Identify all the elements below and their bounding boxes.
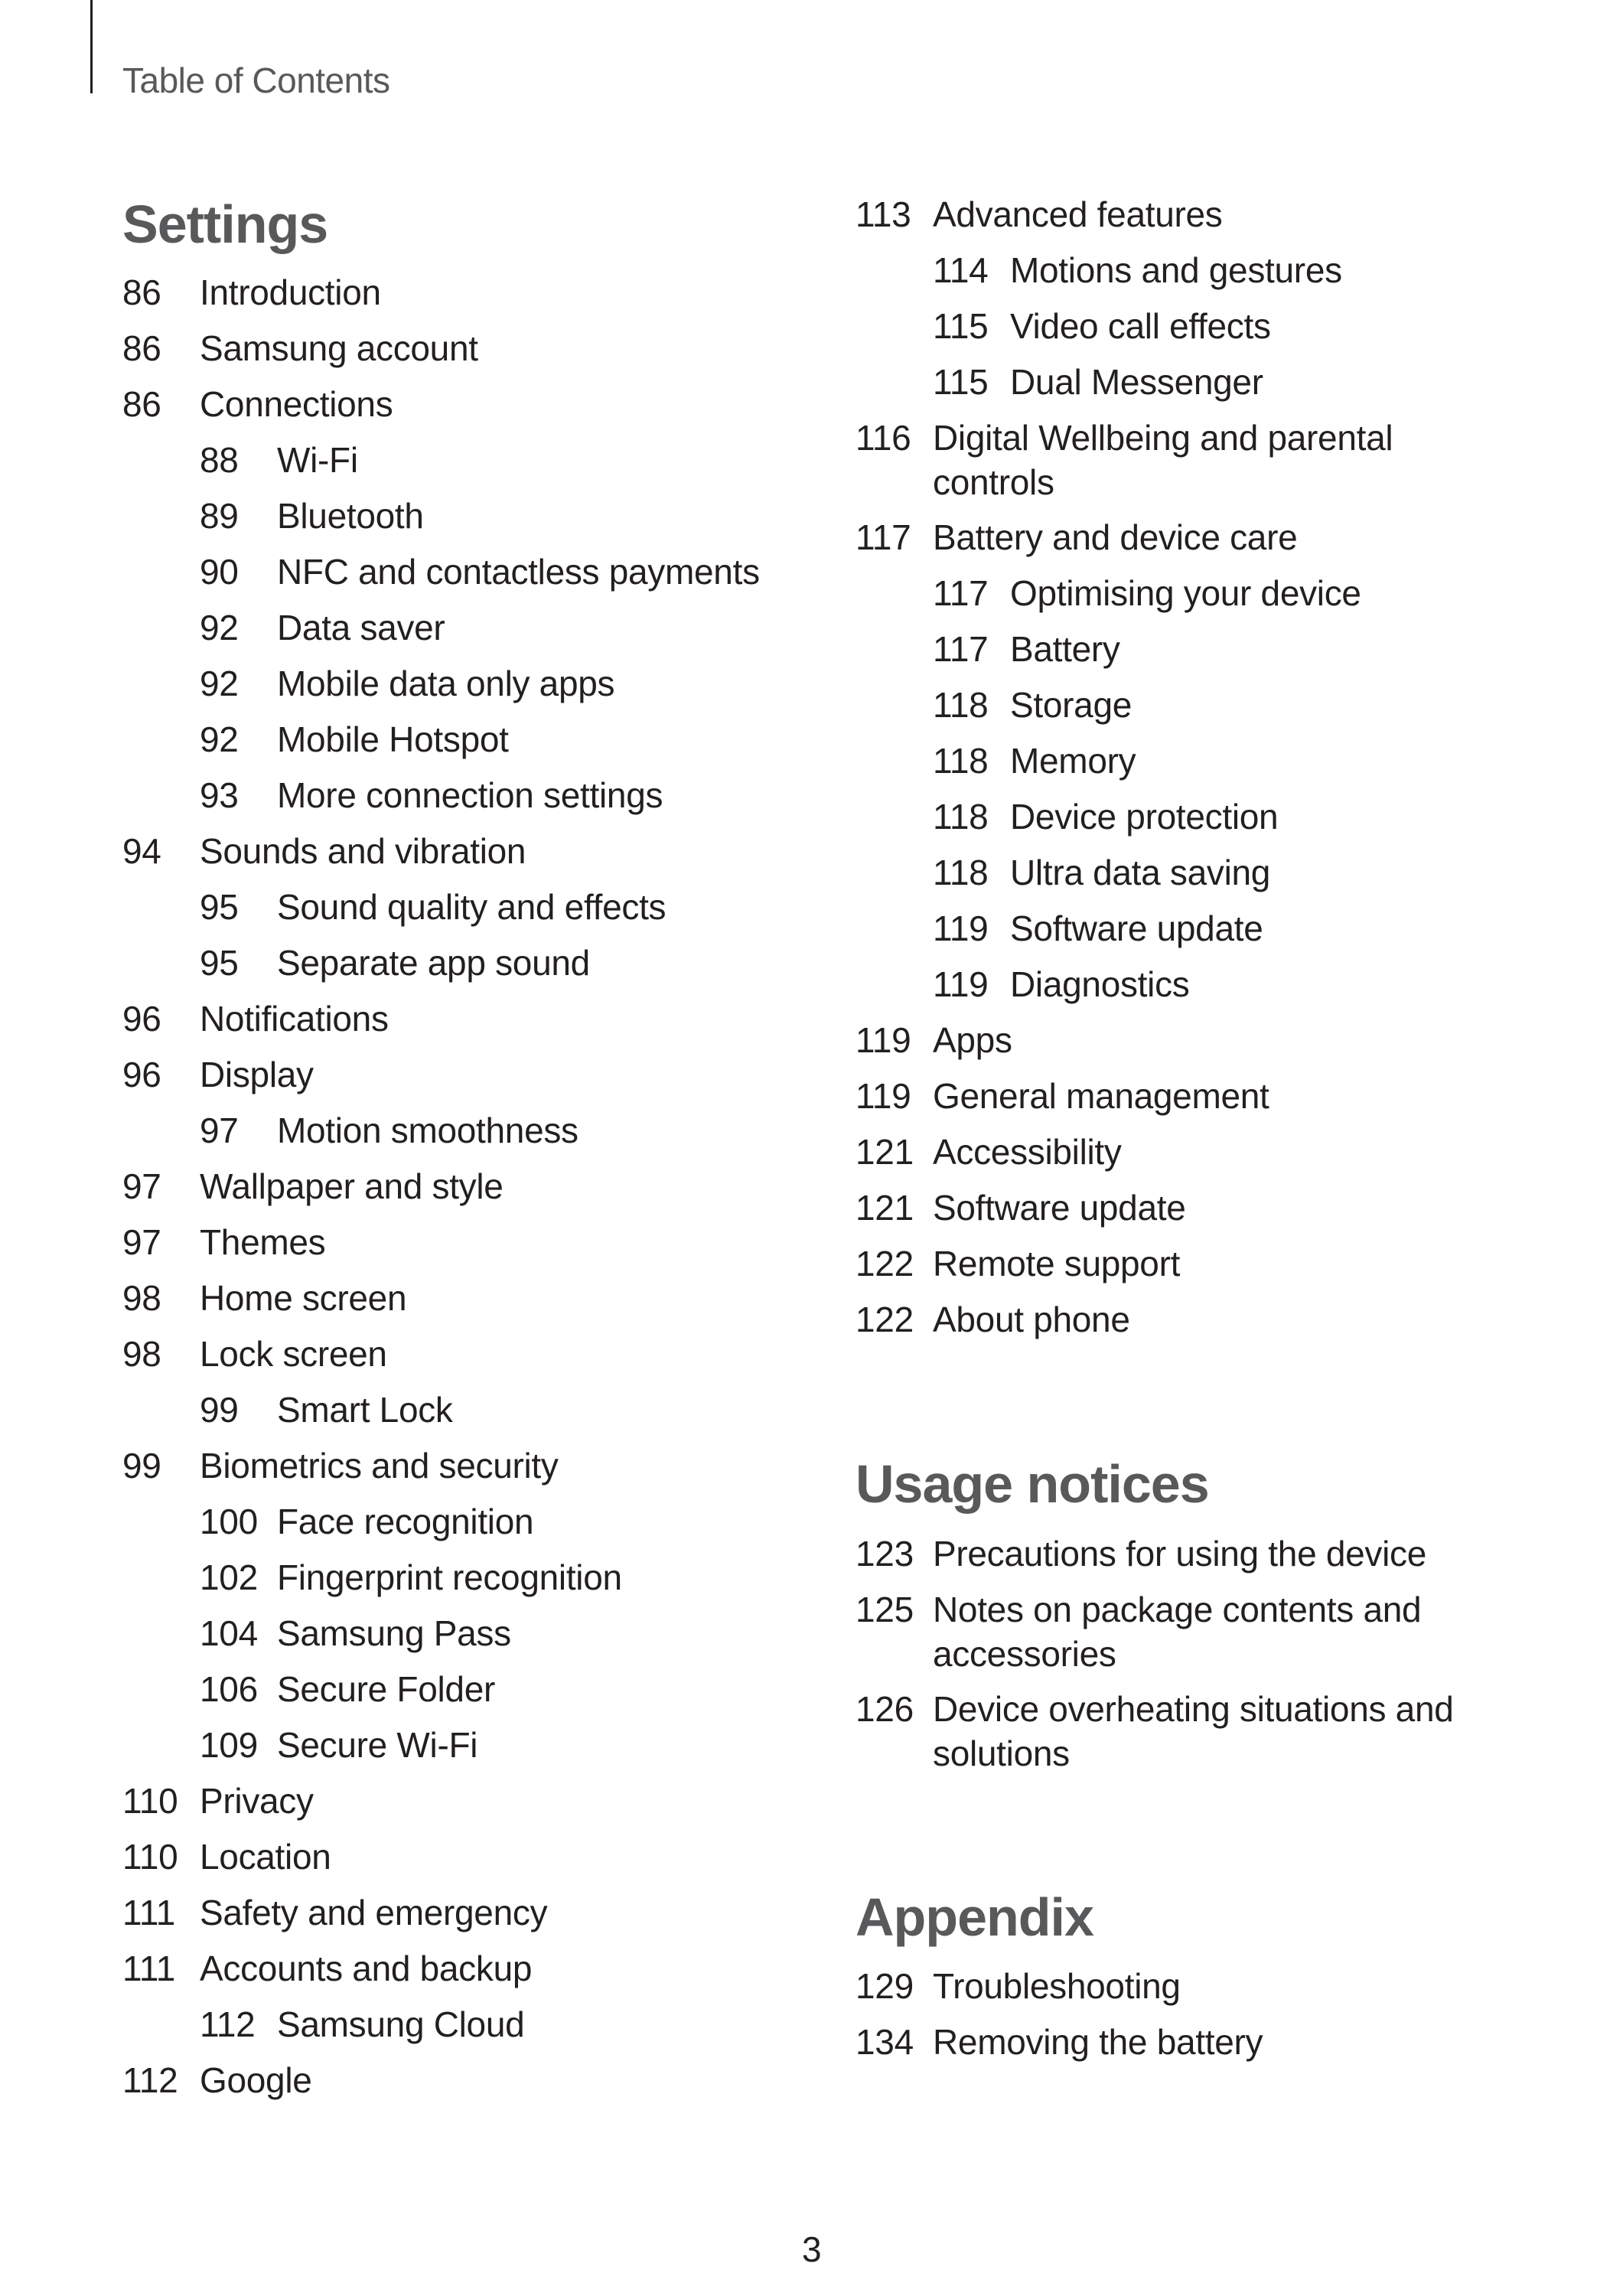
section-title-appendix: Appendix <box>855 1887 1093 1947</box>
toc-label: Remote support <box>933 1244 1181 1283</box>
toc-page-number: 134 <box>855 2022 914 2062</box>
toc-page-number: 97 <box>200 1110 239 1150</box>
toc-label: Advanced features <box>933 194 1223 234</box>
toc-page-number: 104 <box>200 1613 258 1653</box>
toc-page-number: 115 <box>933 306 989 346</box>
toc-label: Device overheating situations and solutions <box>933 1689 1454 1773</box>
section-title-usage-notices: Usage notices <box>855 1454 1209 1514</box>
toc-page-number: 109 <box>200 1725 258 1765</box>
toc-label: Samsung Pass <box>277 1613 511 1653</box>
toc-page-number: 97 <box>122 1222 161 1262</box>
header-rule <box>90 0 93 93</box>
toc-label: Wi-Fi <box>277 440 358 480</box>
toc-label: Sounds and vibration <box>200 831 526 871</box>
toc-page-number: 115 <box>933 362 989 402</box>
toc-page-number: 125 <box>855 1590 914 1629</box>
toc-label: Memory <box>1010 741 1136 781</box>
toc-page-number: 117 <box>933 629 989 669</box>
toc-page-number: 98 <box>122 1334 161 1374</box>
toc-page-number: 110 <box>122 1837 178 1877</box>
toc-label: About phone <box>933 1300 1130 1339</box>
toc-label: Motions and gestures <box>1010 250 1342 290</box>
toc-label: Home screen <box>200 1278 407 1318</box>
toc-page-number: 102 <box>200 1557 258 1597</box>
toc-label: Fingerprint recognition <box>277 1557 622 1597</box>
toc-page-number: 117 <box>933 573 989 613</box>
running-head: Table of Contents <box>122 60 390 100</box>
toc-label: Samsung account <box>200 328 478 368</box>
toc-label: Optimising your device <box>1010 573 1361 613</box>
toc-page-number: 96 <box>122 1055 161 1094</box>
toc-label: Digital Wellbeing and parental controls <box>933 418 1393 502</box>
toc-page-number: 95 <box>200 943 239 983</box>
toc-label: Introduction <box>200 272 381 312</box>
toc-label: Battery and device care <box>933 517 1298 557</box>
toc-page-number: 97 <box>122 1166 161 1206</box>
toc-label: Motion smoothness <box>277 1110 578 1150</box>
toc-page-number: 111 <box>122 1893 176 1932</box>
toc-label: Precautions for using the device <box>933 1534 1427 1574</box>
toc-label: Accessibility <box>933 1132 1122 1172</box>
toc-label: General management <box>933 1076 1269 1116</box>
toc-page-number: 119 <box>933 908 989 948</box>
toc-label: Storage <box>1010 685 1133 725</box>
toc-label: Ultra data saving <box>1010 853 1271 892</box>
toc-label: Software update <box>1010 908 1263 948</box>
toc-page-number: 119 <box>855 1020 911 1060</box>
toc-page-number: 119 <box>855 1076 911 1116</box>
toc-page-number: 117 <box>855 517 911 557</box>
toc-label: NFC and contactless payments <box>277 552 760 592</box>
toc-page-number: 99 <box>200 1390 239 1430</box>
toc-page-number: 118 <box>933 797 989 837</box>
toc-label: More connection settings <box>277 775 663 815</box>
toc-page-number: 96 <box>122 999 161 1039</box>
toc-page-number: 113 <box>855 194 911 234</box>
toc-page-number: 114 <box>933 250 989 290</box>
toc-label: Google <box>200 2060 312 2100</box>
toc-page-number: 112 <box>122 2060 178 2100</box>
toc-page-number: 118 <box>933 853 989 892</box>
toc-label: Wallpaper and style <box>200 1166 504 1206</box>
toc-label: Troubleshooting <box>933 1966 1181 2006</box>
toc-label: Separate app sound <box>277 943 590 983</box>
toc-label: Display <box>200 1055 314 1094</box>
toc-page-number: 88 <box>200 440 239 480</box>
toc-label: Biometrics and security <box>200 1446 559 1486</box>
toc-page-number: 93 <box>200 775 239 815</box>
page-number: 3 <box>802 2229 822 2269</box>
section-title-settings: Settings <box>122 194 328 254</box>
toc-page-number: 123 <box>855 1534 914 1574</box>
toc-page-number: 126 <box>855 1689 914 1729</box>
toc-label: Data saver <box>277 608 445 647</box>
toc-label: Face recognition <box>277 1502 534 1541</box>
toc-page-number: 99 <box>122 1446 161 1486</box>
toc-page-number: 100 <box>200 1502 258 1541</box>
toc-label: Notes on package contents and accessories <box>933 1590 1422 1674</box>
toc-label: Smart Lock <box>277 1390 453 1430</box>
toc-label: Accounts and backup <box>200 1949 533 1988</box>
toc-label: Secure Folder <box>277 1669 496 1709</box>
toc-page-number: 110 <box>122 1781 178 1821</box>
toc-label: Notifications <box>200 999 389 1039</box>
toc-label: Diagnostics <box>1010 964 1190 1004</box>
toc-page-number: 111 <box>122 1949 176 1988</box>
toc-page-number: 92 <box>200 719 239 759</box>
toc-page-number: 106 <box>200 1669 258 1709</box>
toc-label: Themes <box>200 1222 326 1262</box>
toc-page-number: 121 <box>855 1188 914 1228</box>
toc-page-number: 92 <box>200 608 239 647</box>
toc-label: Mobile Hotspot <box>277 719 509 759</box>
toc-page-number: 112 <box>200 2004 256 2044</box>
toc-label: Software update <box>933 1188 1186 1228</box>
toc-page-number: 121 <box>855 1132 914 1172</box>
toc-label: Mobile data only apps <box>277 664 615 703</box>
toc-page-number: 95 <box>200 887 239 927</box>
toc-page-number: 122 <box>855 1300 914 1339</box>
toc-page-number: 118 <box>933 685 989 725</box>
toc-page-number: 86 <box>122 384 161 424</box>
toc-page-number: 86 <box>122 272 161 312</box>
toc-page-number: 90 <box>200 552 239 592</box>
toc-page-number: 116 <box>855 418 911 458</box>
toc-label: Secure Wi-Fi <box>277 1725 478 1765</box>
toc-page-number: 122 <box>855 1244 914 1283</box>
toc-label: Location <box>200 1837 331 1877</box>
toc-page-number: 86 <box>122 328 161 368</box>
toc-label: Lock screen <box>200 1334 387 1374</box>
toc-page-number: 129 <box>855 1966 914 2006</box>
toc-page-number: 98 <box>122 1278 161 1318</box>
toc-page-number: 89 <box>200 496 239 536</box>
toc-label: Bluetooth <box>277 496 424 536</box>
toc-label: Privacy <box>200 1781 314 1821</box>
toc-label: Apps <box>933 1020 1012 1060</box>
toc-label: Safety and emergency <box>200 1893 548 1932</box>
toc-page-number: 94 <box>122 831 161 871</box>
toc-label: Connections <box>200 384 393 424</box>
toc-page-number: 118 <box>933 741 989 781</box>
toc-label: Samsung Cloud <box>277 2004 525 2044</box>
toc-label: Battery <box>1010 629 1120 669</box>
toc-page-number: 92 <box>200 664 239 703</box>
toc-label: Video call effects <box>1010 306 1271 346</box>
toc-label: Sound quality and effects <box>277 887 666 927</box>
toc-page-number: 119 <box>933 964 989 1004</box>
toc-label: Dual Messenger <box>1010 362 1263 402</box>
toc-label: Device protection <box>1010 797 1279 837</box>
toc-label: Removing the battery <box>933 2022 1263 2062</box>
